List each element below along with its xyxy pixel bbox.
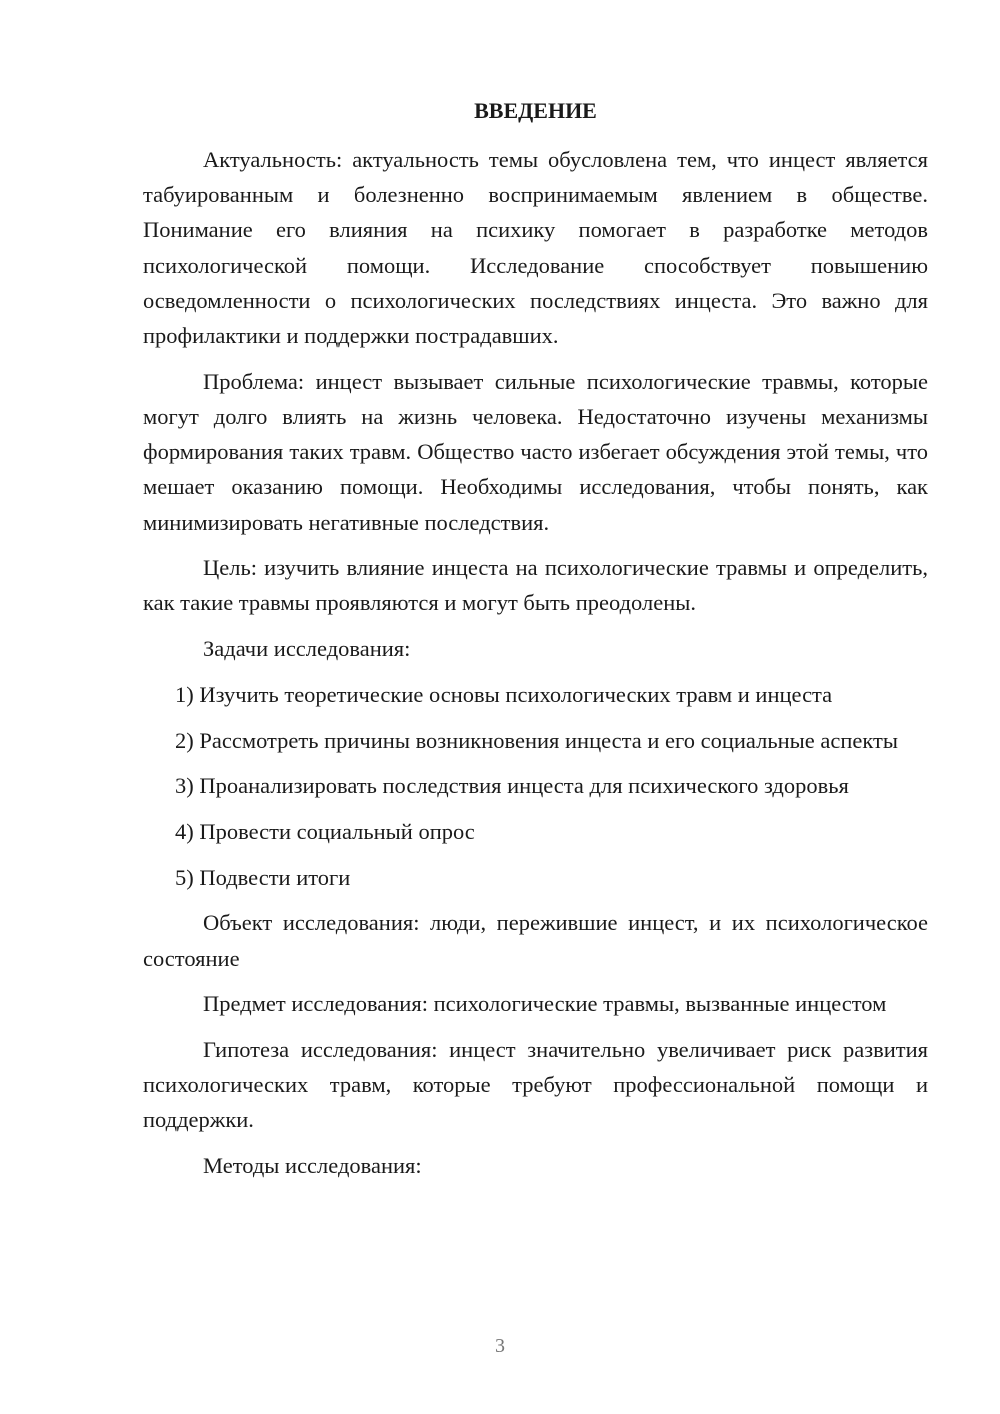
- page-number: 3: [495, 1335, 505, 1357]
- tasks-heading: Задачи исследования:: [203, 636, 411, 662]
- task-item-5: 5) Подвести итоги: [175, 864, 351, 890]
- object-paragraph: Объект исследования: люди, пережившие инцест, и их психологическое состояние: [143, 910, 928, 971]
- problem-paragraph: Проблема: инцест вызывает сильные психологические травмы, которые могут долго влиять на жизнь человека. Недостаточно изучены механизмы формирования таких травм. Общество часто избегает обсуждения этой темы, что мешает оказанию помощи. Необходимы исследования, чтобы понять, как минимизировать негативные последствия.: [143, 368, 928, 535]
- relevance-paragraph: Актуальность: актуальность темы обусловлена тем, что инцест является табуированным и болезненно воспринимаемым явлением в обществе. Понимание его влияния на психику помогает в разработке методов психологической помощи. Исследование способствует повышению осведомленности о психологических последствиях инцеста. Это важно для профилактики и поддержки пострадавших.: [143, 147, 928, 349]
- section-title: ВВЕДЕНИЕ: [474, 98, 597, 123]
- hypothesis-paragraph: Гипотеза исследования: инцест значительно увеличивает риск развития психологических травм, которые требуют профессиональной помощи и поддержки.: [143, 1036, 928, 1133]
- subject-paragraph: Предмет исследования: психологические травмы, вызванные инцестом: [203, 991, 887, 1017]
- task-item-2: 2) Рассмотреть причины возникновения инцеста и его социальные аспекты: [175, 727, 898, 753]
- task-item-4: 4) Провести социальный опрос: [175, 818, 475, 844]
- methods-heading: Методы исследования:: [203, 1153, 422, 1179]
- document-body: [143, 142, 928, 1194]
- goal-paragraph: Цель: изучить влияние инцеста на психологические травмы и определить, как такие травмы проявляются и могут быть преодолены.: [143, 555, 928, 616]
- task-item-1: 1) Изучить теоретические основы психологических травм и инцеста: [175, 681, 833, 707]
- task-item-3: 3) Проанализировать последствия инцеста для психического здоровья: [175, 773, 849, 799]
